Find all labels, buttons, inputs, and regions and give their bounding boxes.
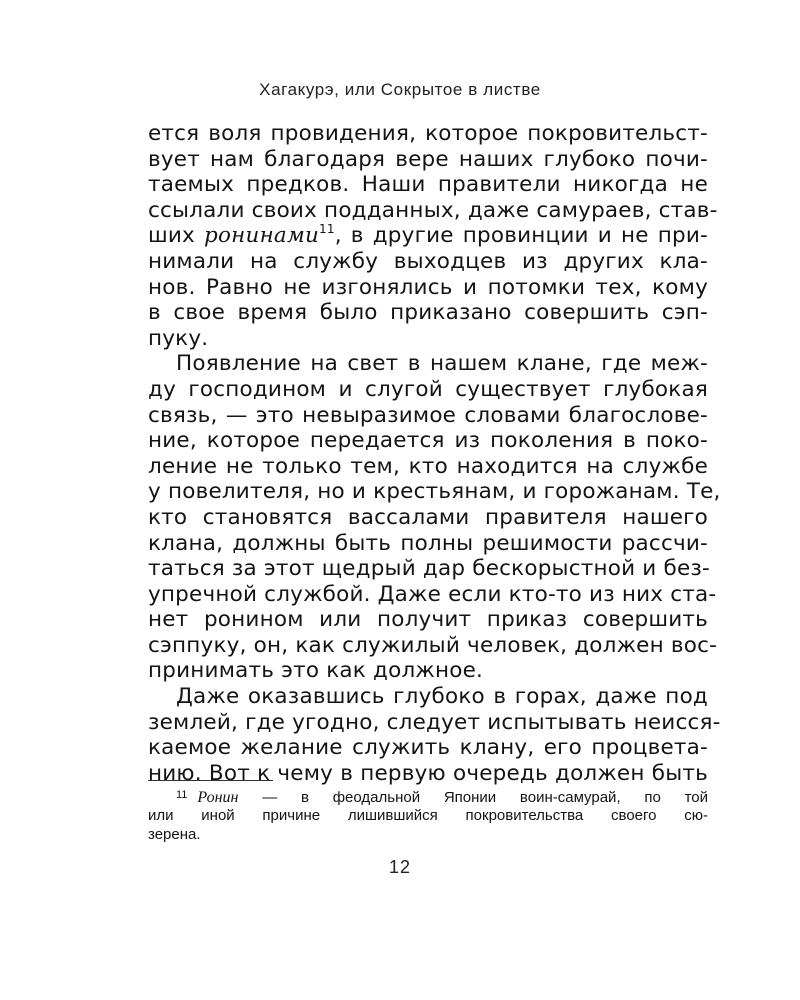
text-line: принимать это как должное. [148, 658, 484, 684]
text-fragment: ших [148, 223, 205, 249]
text-line: таемых предков. Наши правители никогда не [148, 172, 708, 198]
text-line: ление не только тем, кто находится на службе [148, 453, 708, 479]
footnote [148, 786, 708, 845]
text-line: вует нам благодаря вере наших глубоко почи- [148, 146, 708, 172]
text-line: землей, где угодно, следует испытывать неисся- [148, 709, 721, 735]
footnote-text: — в феодальной Японии воин-самурай, по той [238, 789, 708, 806]
body-text [148, 121, 721, 786]
footnote-number: 11 [176, 789, 188, 801]
text-line: клана, должны быть полны решимости рассчи- [148, 530, 708, 556]
text-line: кто становятся вассалами правителя нашего [148, 504, 708, 530]
italic-term: ронинами [204, 223, 320, 249]
text-line: ние, которое передается из поколения в поко- [148, 428, 708, 454]
text-line: пуку. [148, 325, 209, 351]
text-line: таться за этот щедрый дар бескорыстной и без- [148, 556, 710, 582]
footnote-divider [148, 780, 273, 781]
footnote-line [148, 786, 708, 806]
text-line: нет ронином или получит приказ совершить [148, 607, 708, 633]
text-line: в свое время было приказано совершить сэп- [148, 300, 708, 326]
text-line: упречной службой. Даже если кто-то из них ста- [148, 581, 717, 607]
text-line: Даже оказавшись глубоко в горах, даже под [176, 684, 708, 710]
text-fragment: , в другие провинции и не при- [334, 223, 708, 249]
text-line: нимали на службу выходцев из других кла- [148, 248, 708, 274]
text-line: у повелителя, но и крестьянам, и горожанам. Те, [148, 479, 721, 505]
text-line: сэппуку, он, как служилый человек, должен вос- [148, 632, 718, 658]
footnote-ref[interactable]: 11 [319, 222, 335, 237]
text-line: Появление на свет в нашем клане, где меж- [176, 351, 708, 377]
running-head: Хагакурэ, или Сокрытое в листве [259, 80, 541, 99]
page-number: 12 [388, 857, 412, 877]
text-line: ется воля провидения, которое покровительст- [148, 121, 708, 146]
text-line: нию. Вот к чему в первую очередь должен быть [148, 760, 708, 786]
text-line: ду господином и слугой существует глубокая [148, 376, 708, 402]
text-line [148, 223, 708, 249]
text-line: каемое желание служить клану, его процвета- [148, 735, 708, 761]
text-line: связь, — это невыразимое словами благослове- [148, 402, 708, 428]
text-line: нов. Равно не изгонялись и потомки тех, кому [148, 274, 708, 300]
text-line: ссылали своих подданных, даже самураев, став- [148, 197, 718, 223]
footnote-line: или иной причине лишившийся покровительства своего сю- [148, 806, 708, 824]
footnote-term: Ронин [197, 789, 239, 806]
footnote-line: зерена. [148, 826, 201, 843]
